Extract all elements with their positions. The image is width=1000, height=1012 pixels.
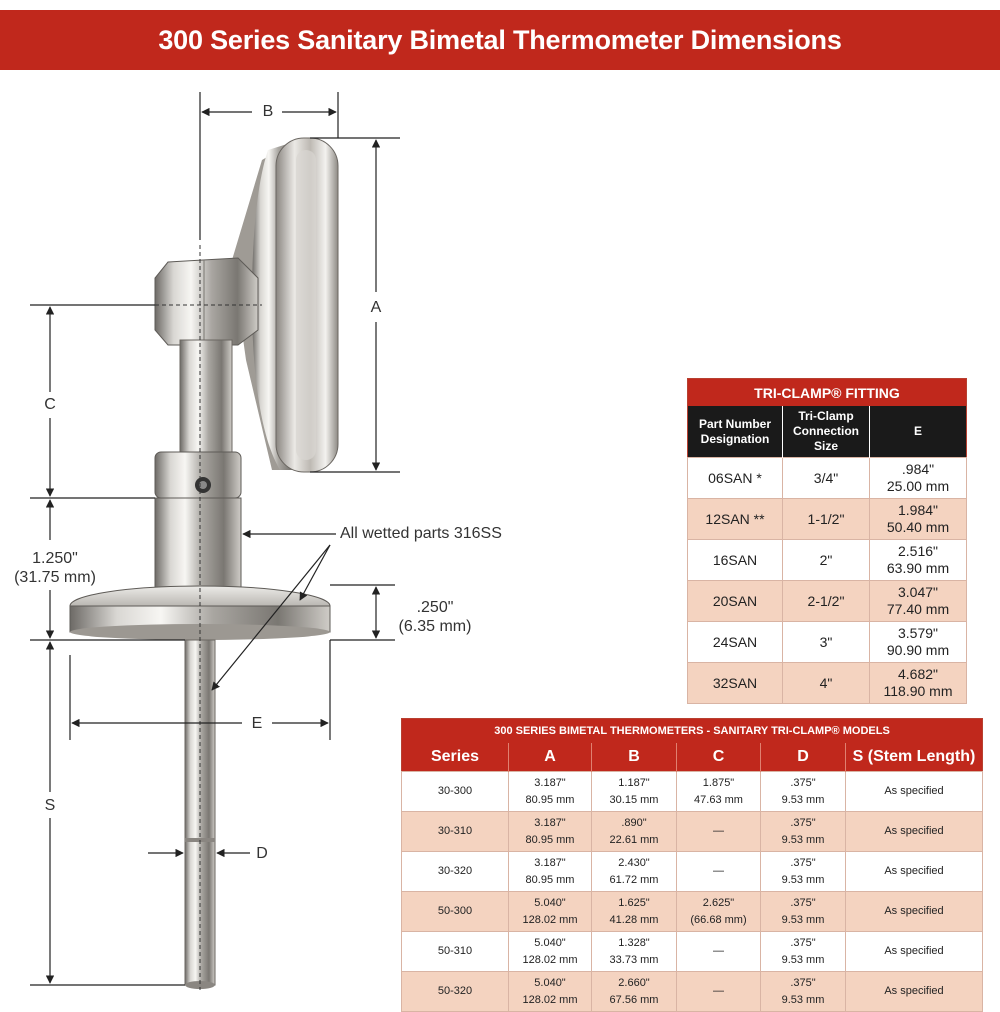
a-in: 5.040" — [534, 976, 566, 989]
e-in: 1.984" — [897, 502, 938, 518]
table-row — [402, 812, 983, 852]
a-in: 5.040" — [534, 896, 566, 909]
a-mm: 128.02 mm — [522, 913, 578, 926]
series-cell: 50-320 — [402, 972, 509, 1012]
collar — [155, 452, 241, 498]
d-in: .375" — [790, 896, 816, 909]
b-cell — [592, 812, 677, 852]
e-mm: 25.00 mm — [886, 478, 950, 494]
b-mm: 30.15 mm — [609, 793, 659, 806]
label-c: C — [44, 396, 56, 413]
c-cell — [677, 772, 761, 812]
size-cell: 3/4" — [783, 458, 870, 499]
table-row — [402, 772, 983, 812]
s-cell: As specified — [846, 932, 983, 972]
table-row — [402, 852, 983, 892]
a-in: 3.187" — [534, 776, 566, 789]
label-flange-height — [0, 549, 110, 587]
page-title: 300 Series Sanitary Bimetal Thermometer Dimensions — [0, 10, 1000, 70]
d-mm: 9.53 mm — [781, 953, 825, 966]
e-cell — [870, 622, 967, 663]
b-cell — [592, 932, 677, 972]
c-in: — — [713, 945, 724, 957]
hex-head — [155, 258, 258, 345]
body — [155, 498, 241, 598]
a-cell — [509, 812, 592, 852]
b-in: 2.430" — [618, 856, 650, 869]
e-in: .984" — [901, 461, 935, 477]
c-in: — — [713, 985, 724, 997]
d-mm: 9.53 mm — [781, 913, 825, 926]
table-row — [688, 581, 967, 622]
c-cell — [677, 972, 761, 1012]
series-header-b: B — [592, 743, 677, 772]
a-mm: 128.02 mm — [522, 993, 578, 1006]
s-cell: As specified — [846, 972, 983, 1012]
c-cell — [677, 812, 761, 852]
b-in: 1.187" — [618, 776, 650, 789]
label-e: E — [251, 715, 263, 732]
label-a: A — [370, 299, 382, 316]
table-row — [688, 499, 967, 540]
c-cell — [677, 892, 761, 932]
series-table-title: 300 SERIES BIMETAL THERMOMETERS - SANITARY TRI-CLAMP® MODELS — [402, 719, 983, 744]
series-header-a: A — [509, 743, 592, 772]
part-cell: 32SAN — [688, 663, 783, 704]
e-cell — [870, 581, 967, 622]
b-mm: 33.73 mm — [609, 953, 659, 966]
table-row — [402, 972, 983, 1012]
b-cell — [592, 972, 677, 1012]
e-cell — [870, 663, 967, 704]
part-cell: 24SAN — [688, 622, 783, 663]
part-cell: 16SAN — [688, 540, 783, 581]
e-cell — [870, 540, 967, 581]
label-ferrule-thickness — [390, 598, 480, 636]
d-cell — [761, 812, 846, 852]
c-in: — — [713, 865, 724, 877]
e-in: 3.047" — [897, 584, 938, 600]
e-in: 3.579" — [897, 625, 938, 641]
d-in: .375" — [790, 816, 816, 829]
size-cell: 2" — [783, 540, 870, 581]
size-cell: 2-1/2" — [783, 581, 870, 622]
d-cell — [761, 892, 846, 932]
triclamp-fitting-table — [687, 378, 967, 704]
e-mm: 118.90 mm — [883, 683, 953, 699]
part-cell: 12SAN ** — [688, 499, 783, 540]
e-mm: 50.40 mm — [886, 519, 950, 535]
ferrule-thickness-in: .250" — [416, 599, 454, 616]
table-row — [688, 458, 967, 499]
series-header-c: C — [677, 743, 761, 772]
part-cell: 20SAN — [688, 581, 783, 622]
table-row — [402, 932, 983, 972]
d-in: .375" — [790, 856, 816, 869]
e-mm: 90.90 mm — [886, 642, 950, 658]
size-cell: 1-1/2" — [783, 499, 870, 540]
part-cell: 06SAN * — [688, 458, 783, 499]
series-cell: 30-320 — [402, 852, 509, 892]
table-row — [688, 663, 967, 704]
flange-height-mm: (31.75 mm) — [14, 569, 96, 586]
b-in: 1.625" — [618, 896, 650, 909]
a-cell — [509, 972, 592, 1012]
e-cell — [870, 458, 967, 499]
b-in: .890" — [621, 816, 647, 829]
flange-height-in: 1.250" — [32, 550, 78, 567]
e-cell — [870, 499, 967, 540]
s-cell: As specified — [846, 772, 983, 812]
triclamp-header-size: Tri-Clamp Connection Size — [783, 406, 870, 458]
a-mm: 80.95 mm — [525, 833, 575, 846]
series-header-d: D — [761, 743, 846, 772]
d-mm: 9.53 mm — [781, 993, 825, 1006]
d-cell — [761, 932, 846, 972]
b-mm: 41.28 mm — [609, 913, 659, 926]
label-d: D — [256, 845, 268, 862]
a-mm: 128.02 mm — [522, 953, 578, 966]
c-in: 2.625" — [702, 896, 735, 909]
c-cell — [677, 932, 761, 972]
c-in: — — [713, 825, 724, 837]
triclamp-header-e: E — [870, 406, 967, 458]
b-in: 2.660" — [618, 976, 650, 989]
d-mm: 9.53 mm — [781, 793, 825, 806]
table-row — [688, 540, 967, 581]
a-in: 3.187" — [534, 816, 566, 829]
series-cell: 30-310 — [402, 812, 509, 852]
b-in: 1.328" — [618, 936, 650, 949]
c-in: 1.875" — [702, 776, 735, 789]
s-cell: As specified — [846, 812, 983, 852]
stem-neck — [180, 340, 232, 455]
a-mm: 80.95 mm — [525, 873, 575, 886]
size-cell: 3" — [783, 622, 870, 663]
s-cell: As specified — [846, 852, 983, 892]
series-header-s: S (Stem Length) — [846, 743, 983, 772]
table-row — [688, 622, 967, 663]
s-cell: As specified — [846, 892, 983, 932]
series-cell: 50-300 — [402, 892, 509, 932]
ferrule-thickness-mm: (6.35 mm) — [398, 618, 472, 635]
c-cell — [677, 852, 761, 892]
d-cell — [761, 772, 846, 812]
size-cell: 4" — [783, 663, 870, 704]
b-mm: 61.72 mm — [609, 873, 659, 886]
e-in: 2.516" — [897, 543, 938, 559]
b-mm: 22.61 mm — [609, 833, 659, 846]
d-in: .375" — [790, 976, 816, 989]
triclamp-header-part: Part Number Designation — [688, 406, 783, 458]
a-cell — [509, 772, 592, 812]
d-cell — [761, 852, 846, 892]
a-in: 3.187" — [534, 856, 566, 869]
a-in: 5.040" — [534, 936, 566, 949]
label-s: S — [44, 797, 56, 814]
b-mm: 67.56 mm — [609, 993, 659, 1006]
series-models-table — [401, 718, 983, 1012]
series-header-series: Series — [402, 743, 509, 772]
label-b: B — [262, 103, 274, 120]
b-cell — [592, 892, 677, 932]
d-in: .375" — [790, 776, 816, 789]
d-mm: 9.53 mm — [781, 873, 825, 886]
e-in: 4.682" — [897, 666, 938, 682]
series-cell: 50-310 — [402, 932, 509, 972]
d-cell — [761, 972, 846, 1012]
a-cell — [509, 932, 592, 972]
a-mm: 80.95 mm — [525, 793, 575, 806]
c-mm: (66.68 mm) — [690, 913, 747, 926]
b-cell — [592, 852, 677, 892]
d-mm: 9.53 mm — [781, 833, 825, 846]
b-cell — [592, 772, 677, 812]
a-cell — [509, 852, 592, 892]
label-wetted-parts: All wetted parts 316SS — [340, 525, 502, 542]
a-cell — [509, 892, 592, 932]
series-cell: 30-300 — [402, 772, 509, 812]
triclamp-table-title: TRI-CLAMP® FITTING — [688, 379, 967, 407]
d-in: .375" — [790, 936, 816, 949]
c-mm: 47.63 mm — [694, 793, 743, 806]
table-row — [402, 892, 983, 932]
dimension-ferrule-thickness — [330, 585, 395, 640]
e-mm: 77.40 mm — [886, 601, 950, 617]
e-mm: 63.90 mm — [886, 560, 950, 576]
